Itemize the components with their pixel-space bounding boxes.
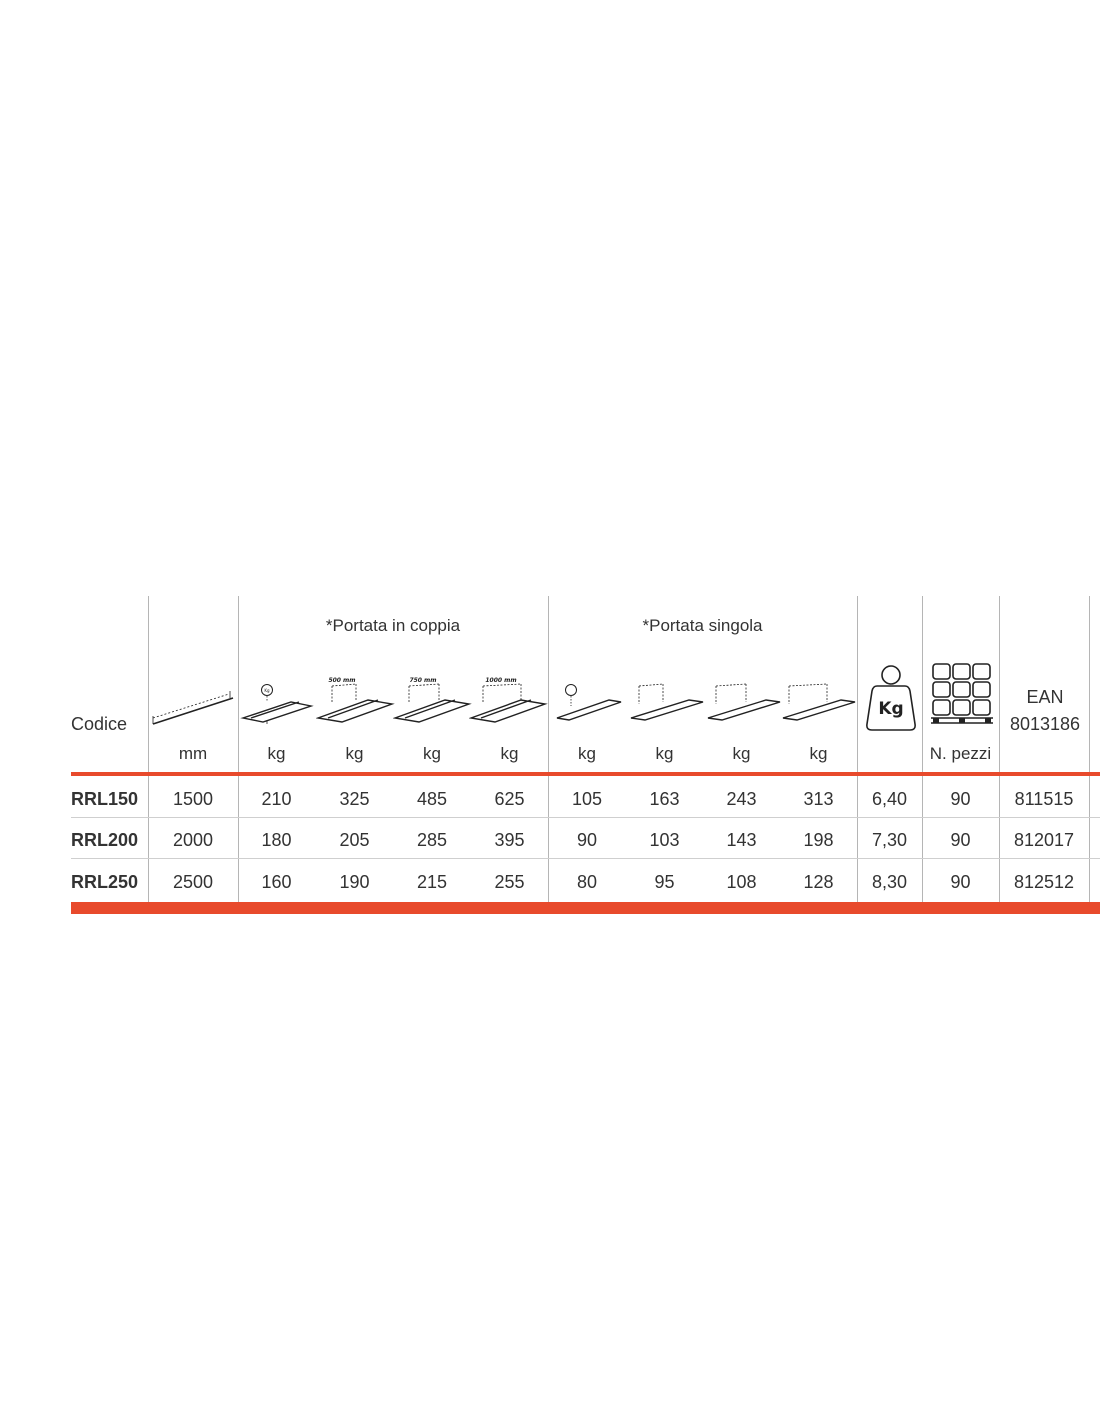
cell-length: 2500 bbox=[172, 872, 214, 892]
pair-ramps-1000mm-icon bbox=[469, 674, 549, 730]
weight-icon-label: Kg bbox=[264, 688, 270, 693]
column-header-codice: Codice bbox=[71, 714, 128, 734]
group-title-coppia: *Portata in coppia bbox=[325, 616, 461, 635]
single-ramp-500mm-icon bbox=[627, 674, 707, 730]
kg-weight-icon bbox=[865, 664, 917, 734]
unit-pair-500: kg bbox=[345, 744, 364, 763]
cell-weight: 7,30 bbox=[871, 830, 908, 850]
unit-single-750: kg bbox=[732, 744, 751, 763]
cell-pair-load: 210 bbox=[261, 789, 292, 809]
row-divider bbox=[71, 858, 1100, 859]
cell-single-load: 105 bbox=[571, 789, 603, 809]
cell-single-500: 163 bbox=[649, 789, 680, 809]
unit-single-500: kg bbox=[655, 744, 674, 763]
ramp-length-icon bbox=[151, 690, 237, 730]
row-code: RRL250 bbox=[71, 872, 139, 892]
cell-pair-750: 485 bbox=[416, 789, 448, 809]
cell-single-load: 90 bbox=[576, 830, 598, 850]
cell-ean: 812512 bbox=[1013, 872, 1075, 892]
distance-500-label: 500 mm bbox=[328, 677, 356, 684]
cell-single-750: 143 bbox=[726, 830, 757, 850]
cell-single-load: 80 bbox=[576, 872, 598, 892]
cell-single-750: 243 bbox=[726, 789, 757, 809]
cell-length: 2000 bbox=[172, 830, 214, 850]
cell-weight: 8,30 bbox=[871, 872, 908, 892]
unit-pair-750: kg bbox=[423, 744, 441, 763]
unit-single-load: kg bbox=[578, 744, 596, 763]
cell-pair-500: 190 bbox=[339, 872, 370, 892]
cell-pair-500: 205 bbox=[339, 830, 370, 850]
group-title-singola: *Portata singola bbox=[642, 616, 763, 635]
cell-pieces: 90 bbox=[950, 872, 971, 892]
ean-label: EAN bbox=[1026, 687, 1064, 707]
cell-ean: 812017 bbox=[1013, 830, 1075, 850]
cell-pair-750: 215 bbox=[416, 872, 448, 892]
unit-pair-1000: kg bbox=[500, 744, 519, 763]
cell-ean: 811515 bbox=[1014, 789, 1074, 809]
distance-1000-label: 1000 mm bbox=[485, 677, 517, 684]
unit-pair-load: kg bbox=[267, 744, 286, 763]
cell-pair-load: 160 bbox=[261, 872, 292, 892]
pair-ramps-750mm-icon bbox=[393, 674, 473, 730]
row-code: RRL150 bbox=[71, 789, 139, 809]
unit-pieces: N. pezzi bbox=[929, 744, 992, 763]
cell-pair-1000: 255 bbox=[494, 872, 525, 892]
pair-ramps-500mm-icon bbox=[316, 674, 396, 730]
unit-single-1000: kg bbox=[809, 744, 828, 763]
product-table bbox=[71, 596, 1100, 916]
pallet-pieces-icon bbox=[931, 662, 993, 724]
cell-pieces: 90 bbox=[950, 789, 971, 809]
cell-single-500: 95 bbox=[654, 872, 675, 892]
row-divider bbox=[71, 817, 1100, 818]
single-ramp-750mm-icon bbox=[704, 674, 784, 730]
row-code: RRL200 bbox=[71, 830, 139, 850]
column-divider bbox=[1089, 596, 1090, 902]
cell-length: 1500 bbox=[172, 789, 214, 809]
cell-single-750: 108 bbox=[726, 872, 757, 892]
cell-single-500: 103 bbox=[649, 830, 680, 850]
cell-pair-750: 285 bbox=[416, 830, 448, 850]
cell-pair-load: 180 bbox=[261, 830, 292, 850]
cell-pair-1000: 625 bbox=[494, 789, 525, 809]
cell-single-1000: 128 bbox=[803, 872, 834, 892]
cell-pieces: 90 bbox=[950, 830, 971, 850]
cell-pair-500: 325 bbox=[339, 789, 370, 809]
distance-750-label: 750 mm bbox=[409, 677, 437, 684]
single-ramp-load-icon bbox=[551, 680, 627, 730]
ean-prefix: 8013186 bbox=[1009, 714, 1081, 734]
header-accent-bar bbox=[71, 772, 1100, 776]
cell-single-1000: 313 bbox=[803, 789, 834, 809]
pair-ramps-load-icon bbox=[239, 680, 315, 730]
unit-length: mm bbox=[178, 744, 208, 763]
column-header-ean bbox=[1001, 684, 1089, 738]
footer-accent-bar bbox=[71, 902, 1100, 914]
cell-weight: 6,40 bbox=[871, 789, 908, 809]
kg-weight-label: Kg bbox=[878, 699, 904, 719]
single-ramp-1000mm-icon bbox=[779, 674, 859, 730]
cell-pair-1000: 395 bbox=[494, 830, 525, 850]
cell-single-1000: 198 bbox=[803, 830, 834, 850]
